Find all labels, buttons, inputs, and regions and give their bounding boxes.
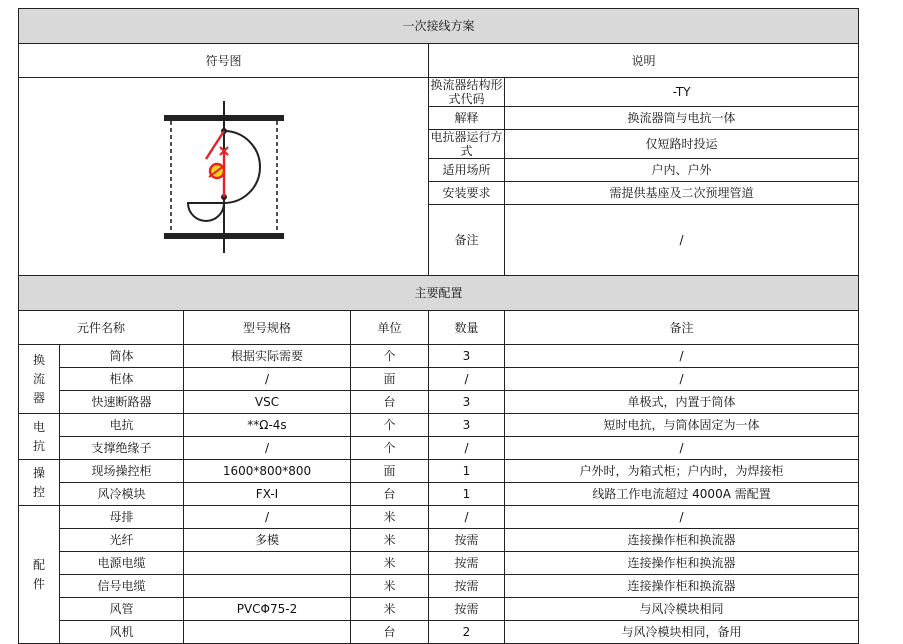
cell-model: / xyxy=(184,437,351,460)
col-header-model: 型号规格 xyxy=(184,311,351,345)
cell-unit: 台 xyxy=(351,483,429,506)
group-label-char: 抗 xyxy=(32,438,45,453)
cell-qty: 按需 xyxy=(429,529,505,552)
cell-remark: 与风冷模块相同，备用 xyxy=(505,621,859,644)
cell-model: 1600*800*800 xyxy=(184,460,351,483)
cell-name: 筒体 xyxy=(60,345,184,368)
cell-remark: 单极式，内置于筒体 xyxy=(505,391,859,414)
config-row xyxy=(19,529,859,552)
cell-name: 风冷模块 xyxy=(60,483,184,506)
desc-label: 电抗器运行方式 xyxy=(430,130,503,158)
cell-model: 多模 xyxy=(184,529,351,552)
cell-unit: 米 xyxy=(351,598,429,621)
group-label xyxy=(19,345,60,414)
group-label-char: 控 xyxy=(32,484,45,499)
cell-model: FX-I xyxy=(184,483,351,506)
cell-remark: 线路工作电流超过 4000A 需配置 xyxy=(505,483,859,506)
cell-model: / xyxy=(184,368,351,391)
cell-qty: 按需 xyxy=(429,598,505,621)
cell-unit: 米 xyxy=(351,529,429,552)
cell-remark: 连接操作柜和换流器 xyxy=(505,575,859,598)
cell-qty: 3 xyxy=(429,414,505,437)
desc-value: -TY xyxy=(505,78,859,107)
group-label xyxy=(19,414,60,460)
col-header-name: 元件名称 xyxy=(19,311,184,345)
desc-label: 换流器结构形式代码 xyxy=(430,78,503,106)
group-label-char: 器 xyxy=(32,390,45,405)
group-label-char: 配 xyxy=(32,557,45,572)
cell-remark: 与风冷模块相同 xyxy=(505,598,859,621)
group-label-char: 操 xyxy=(32,465,45,480)
cell-unit: 面 xyxy=(351,368,429,391)
config-row xyxy=(19,414,859,437)
group-label xyxy=(19,506,60,644)
cell-name: 电抗 xyxy=(60,414,184,437)
cell-model xyxy=(184,621,351,644)
cell-unit: 米 xyxy=(351,575,429,598)
cell-name: 电源电缆 xyxy=(60,552,184,575)
cell-model: / xyxy=(184,506,351,529)
cell-name: 风管 xyxy=(60,598,184,621)
config-row xyxy=(19,483,859,506)
cell-name: 柜体 xyxy=(60,368,184,391)
cell-remark: / xyxy=(505,506,859,529)
symbol-diagram-cell xyxy=(19,78,429,276)
cell-qty: 1 xyxy=(429,460,505,483)
reactor-coil-tail xyxy=(188,203,224,221)
desc-value: / xyxy=(505,205,859,276)
group-label-char: 电 xyxy=(32,419,45,434)
cell-qty: 1 xyxy=(429,483,505,506)
cell-qty: 按需 xyxy=(429,552,505,575)
desc-value: 户内、户外 xyxy=(505,159,859,182)
cell-qty: 按需 xyxy=(429,575,505,598)
cell-unit: 米 xyxy=(351,506,429,529)
cell-model: VSC xyxy=(184,391,351,414)
group-label xyxy=(19,460,60,506)
col-header-unit: 单位 xyxy=(351,311,429,345)
cell-unit: 个 xyxy=(351,437,429,460)
cell-remark: / xyxy=(505,437,859,460)
cell-unit: 个 xyxy=(351,345,429,368)
scheme-title: 一次接线方案 xyxy=(19,9,859,44)
config-row xyxy=(19,391,859,414)
description-header: 说明 xyxy=(429,44,859,78)
cell-model xyxy=(184,575,351,598)
desc-label: 适用场所 xyxy=(429,159,505,182)
cell-qty: / xyxy=(429,368,505,391)
wiring-scheme-table xyxy=(18,8,859,644)
cell-name: 信号电缆 xyxy=(60,575,184,598)
wiring-symbol-diagram xyxy=(159,99,289,255)
cell-name: 快速断路器 xyxy=(60,391,184,414)
config-row xyxy=(19,460,859,483)
cell-name: 支撑绝缘子 xyxy=(60,437,184,460)
reactor-coil-arc xyxy=(224,131,260,203)
desc-label: 安装要求 xyxy=(429,182,505,205)
cell-unit: 个 xyxy=(351,414,429,437)
desc-label: 解释 xyxy=(429,107,505,130)
cell-unit: 台 xyxy=(351,391,429,414)
cell-name: 现场操控柜 xyxy=(60,460,184,483)
desc-label: 备注 xyxy=(429,205,505,276)
cell-qty: 3 xyxy=(429,345,505,368)
config-row xyxy=(19,598,859,621)
cell-qty: 3 xyxy=(429,391,505,414)
cell-remark: / xyxy=(505,345,859,368)
cell-model: PVCΦ75-2 xyxy=(184,598,351,621)
cell-name: 母排 xyxy=(60,506,184,529)
desc-value: 换流器筒与电抗一体 xyxy=(505,107,859,130)
config-row xyxy=(19,552,859,575)
cell-model xyxy=(184,552,351,575)
cell-name: 光纤 xyxy=(60,529,184,552)
cell-remark: 短时电抗，与筒体固定为一体 xyxy=(505,414,859,437)
config-row xyxy=(19,506,859,529)
cell-unit: 米 xyxy=(351,552,429,575)
cell-remark: 户外时，为箱式柜；户内时，为焊接柜 xyxy=(505,460,859,483)
col-header-remark: 备注 xyxy=(505,311,859,345)
symbol-header: 符号图 xyxy=(19,44,429,78)
config-row xyxy=(19,368,859,391)
group-label-char: 件 xyxy=(32,576,45,591)
config-row xyxy=(19,621,859,644)
cell-model: **Ω-4s xyxy=(184,414,351,437)
cell-unit: 台 xyxy=(351,621,429,644)
desc-value: 需提供基座及二次预埋管道 xyxy=(505,182,859,205)
cell-model: 根据实际需要 xyxy=(184,345,351,368)
cell-qty: 2 xyxy=(429,621,505,644)
cell-remark: / xyxy=(505,368,859,391)
cell-remark: 连接操作柜和换流器 xyxy=(505,529,859,552)
group-label-char: 流 xyxy=(32,371,45,386)
cell-name: 风机 xyxy=(60,621,184,644)
cell-qty: / xyxy=(429,506,505,529)
cell-qty: / xyxy=(429,437,505,460)
bottom-busbar xyxy=(164,233,284,239)
cell-unit: 面 xyxy=(351,460,429,483)
col-header-qty: 数量 xyxy=(429,311,505,345)
config-row xyxy=(19,345,859,368)
config-title: 主要配置 xyxy=(19,276,859,311)
top-busbar xyxy=(164,115,284,121)
config-row xyxy=(19,437,859,460)
group-label-char: 换 xyxy=(32,352,45,367)
cell-remark: 连接操作柜和换流器 xyxy=(505,552,859,575)
desc-value: 仅短路时投运 xyxy=(505,130,859,159)
config-row xyxy=(19,575,859,598)
